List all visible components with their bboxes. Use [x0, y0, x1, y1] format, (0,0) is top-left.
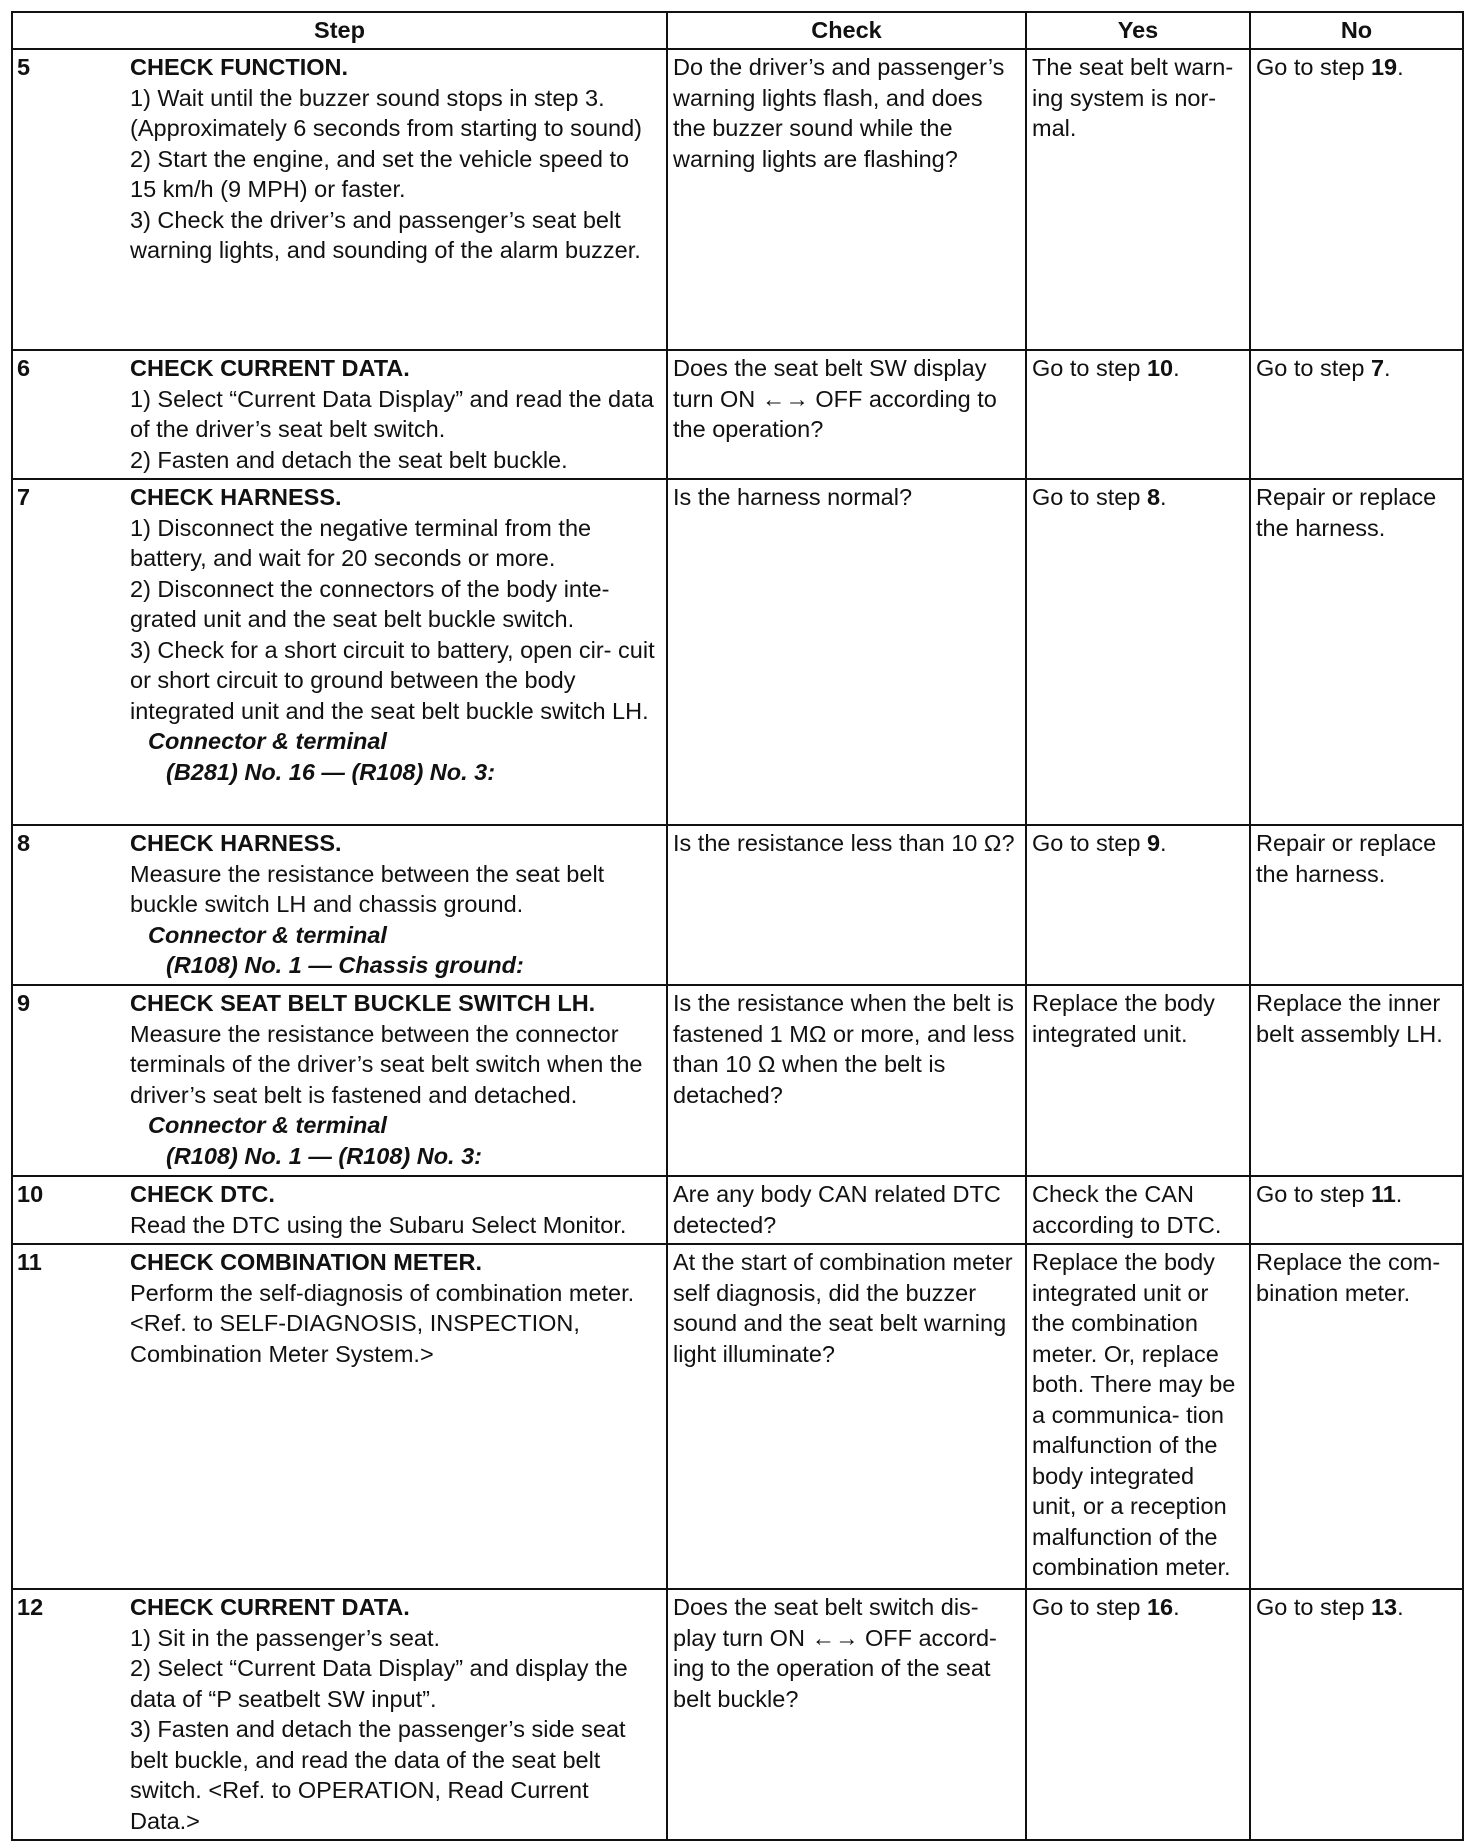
header-yes: Yes	[1026, 12, 1250, 49]
step-number: 12	[12, 1589, 130, 1840]
check-question: Does the seat belt switch dis- play turn ON ←→ OFF accord- ing to the operation of the seat belt buckle?	[667, 1589, 1026, 1840]
step-instruction: 1) Disconnect the negative terminal from the battery, and wait for 20 seconds or more.	[130, 514, 592, 571]
step-number: 11	[12, 1244, 130, 1589]
step-instruction: Perform the self-diagnosis of combination meter. <Ref. to SELF-DIAGNOSIS, INSPECTION, Combination Meter System.>	[130, 1279, 635, 1367]
step-reference: 11	[1370, 1181, 1396, 1207]
yes-result: Replace the body integrated unit.	[1026, 985, 1250, 1176]
check-question: Does the seat belt SW display turn ON ←→ OFF according to the operation?	[667, 350, 1026, 479]
check-question: Are any body CAN related DTC detected?	[667, 1176, 1026, 1244]
step-instruction: 3) Check for a short circuit to battery, open cir- cuit or short circuit to ground between the body integrated unit and the seat belt buckle switch LH.	[130, 636, 655, 724]
table-row	[12, 1589, 1463, 1840]
table-row	[12, 1244, 1463, 1589]
step-instruction: Measure the resistance between the connector terminals of the driver’s seat belt switch when the driver’s seat belt is fastened and detached.	[130, 1020, 643, 1108]
yes-result: Go to step 16.	[1026, 1589, 1250, 1840]
check-question: Is the resistance when the belt is fastened 1 MΩ or more, and less than 10 Ω when the belt is detached?	[667, 985, 1026, 1176]
table-row	[12, 350, 1463, 479]
step-description	[130, 985, 667, 1176]
table-header-row	[12, 12, 1463, 49]
step-title: CHECK HARNESS.	[130, 830, 342, 856]
step-reference: 9	[1146, 830, 1161, 856]
step-instruction: 2) Select “Current Data Display” and display the data of “P seatbelt SW input”.	[130, 1655, 628, 1712]
check-question: Do the driver’s and passenger’s warning lights flash, and does the buzzer sound while the warning lights are flashing?	[667, 49, 1026, 350]
step-reference: 19	[1370, 54, 1398, 80]
header-no: No	[1250, 12, 1463, 49]
header-step: Step	[12, 12, 667, 49]
step-description	[130, 1589, 667, 1840]
step-reference: 8	[1146, 484, 1161, 510]
connector-terminal: (R108) No. 1 — (R108) No. 3:	[166, 1142, 483, 1169]
step-instruction: 3) Check the driver’s and passenger’s seat belt warning lights, and sounding of the alarm buzzer.	[130, 206, 641, 263]
yes-result: The seat belt warn- ing system is nor- mal.	[1026, 49, 1250, 350]
table-row	[12, 479, 1463, 825]
check-question: Is the resistance less than 10 Ω?	[667, 825, 1026, 985]
no-result: Replace the com- bination meter.	[1250, 1244, 1463, 1589]
no-result: Repair or replace the harness.	[1250, 825, 1463, 985]
step-instruction: 1) Select “Current Data Display” and read the data of the driver’s seat belt switch.	[130, 385, 654, 442]
step-title: CHECK COMBINATION METER.	[130, 1249, 483, 1275]
step-title: CHECK HARNESS.	[130, 484, 342, 510]
step-title: CHECK SEAT BELT BUCKLE SWITCH LH.	[130, 990, 596, 1016]
diagnostic-table	[11, 11, 1464, 1841]
step-instruction: 1) Wait until the buzzer sound stops in step 3. (Approximately 6 seconds from starting to sound)	[130, 84, 643, 141]
step-description	[130, 479, 667, 825]
yes-result: Check the CAN according to DTC.	[1026, 1176, 1250, 1244]
step-number: 8	[12, 825, 130, 985]
step-reference: 7	[1370, 355, 1385, 381]
connector-terminal: (B281) No. 16 — (R108) No. 3:	[166, 758, 496, 785]
step-number: 6	[12, 350, 130, 479]
step-instruction: 1) Sit in the passenger’s seat.	[130, 1624, 441, 1651]
step-title: CHECK CURRENT DATA.	[130, 355, 410, 381]
step-reference: 13	[1370, 1594, 1398, 1620]
step-number: 5	[12, 49, 130, 350]
step-instruction: Measure the resistance between the seat belt buckle switch LH and chassis ground.	[130, 860, 605, 917]
step-number: 7	[12, 479, 130, 825]
step-instruction: 2) Disconnect the connectors of the body inte- grated unit and the seat belt buckle switch.	[130, 575, 610, 632]
step-reference: 10	[1146, 355, 1174, 381]
no-result: Go to step 11.	[1250, 1176, 1463, 1244]
step-description	[130, 825, 667, 985]
table-row	[12, 825, 1463, 985]
table-row	[12, 1176, 1463, 1244]
connector-terminal: (R108) No. 1 — Chassis ground:	[166, 952, 524, 978]
yes-result: Go to step 10.	[1026, 350, 1250, 479]
step-description	[130, 350, 667, 479]
step-title: CHECK CURRENT DATA.	[130, 1594, 410, 1620]
step-instruction: 2) Start the engine, and set the vehicle speed to 15 km/h (9 MPH) or faster.	[130, 145, 630, 202]
check-question: At the start of combination meter self diagnosis, did the buzzer sound and the seat belt warning light illuminate?	[667, 1244, 1026, 1589]
no-result: Go to step 13.	[1250, 1589, 1463, 1840]
check-question: Is the harness normal?	[667, 479, 1026, 825]
step-reference: 16	[1146, 1594, 1174, 1620]
table-row	[12, 49, 1463, 350]
no-result: Go to step 7.	[1250, 350, 1463, 479]
connector-label: Connector & terminal	[148, 728, 387, 754]
step-instruction: Read the DTC using the Subaru Select Monitor.	[130, 1211, 627, 1238]
diagnostic-procedure-page	[11, 11, 1462, 1834]
step-instruction: 2) Fasten and detach the seat belt buckle.	[130, 446, 568, 473]
step-description	[130, 49, 667, 350]
yes-result: Replace the body integrated unit or the combination meter. Or, replace both. There may be a communica- tion malfunction of the body integrated unit, or a reception malfunction of the combination meter.	[1026, 1244, 1250, 1589]
step-description	[130, 1176, 667, 1244]
connector-label: Connector & terminal	[148, 1112, 387, 1138]
step-number: 9	[12, 985, 130, 1176]
step-title: CHECK DTC.	[130, 1181, 275, 1207]
step-instruction: 3) Fasten and detach the passenger’s side seat belt buckle, and read the data of the seat belt switch. <Ref. to OPERATION, Read Current Data.>	[130, 1716, 626, 1834]
step-title: CHECK FUNCTION.	[130, 54, 349, 80]
no-result: Go to step 19.	[1250, 49, 1463, 350]
header-check: Check	[667, 12, 1026, 49]
no-result: Replace the inner belt assembly LH.	[1250, 985, 1463, 1176]
connector-label: Connector & terminal	[148, 921, 387, 948]
no-result: Repair or replace the harness.	[1250, 479, 1463, 825]
yes-result: Go to step 8.	[1026, 479, 1250, 825]
yes-result: Go to step 9.	[1026, 825, 1250, 985]
table-row	[12, 985, 1463, 1176]
step-description	[130, 1244, 667, 1589]
step-number: 10	[12, 1176, 130, 1244]
